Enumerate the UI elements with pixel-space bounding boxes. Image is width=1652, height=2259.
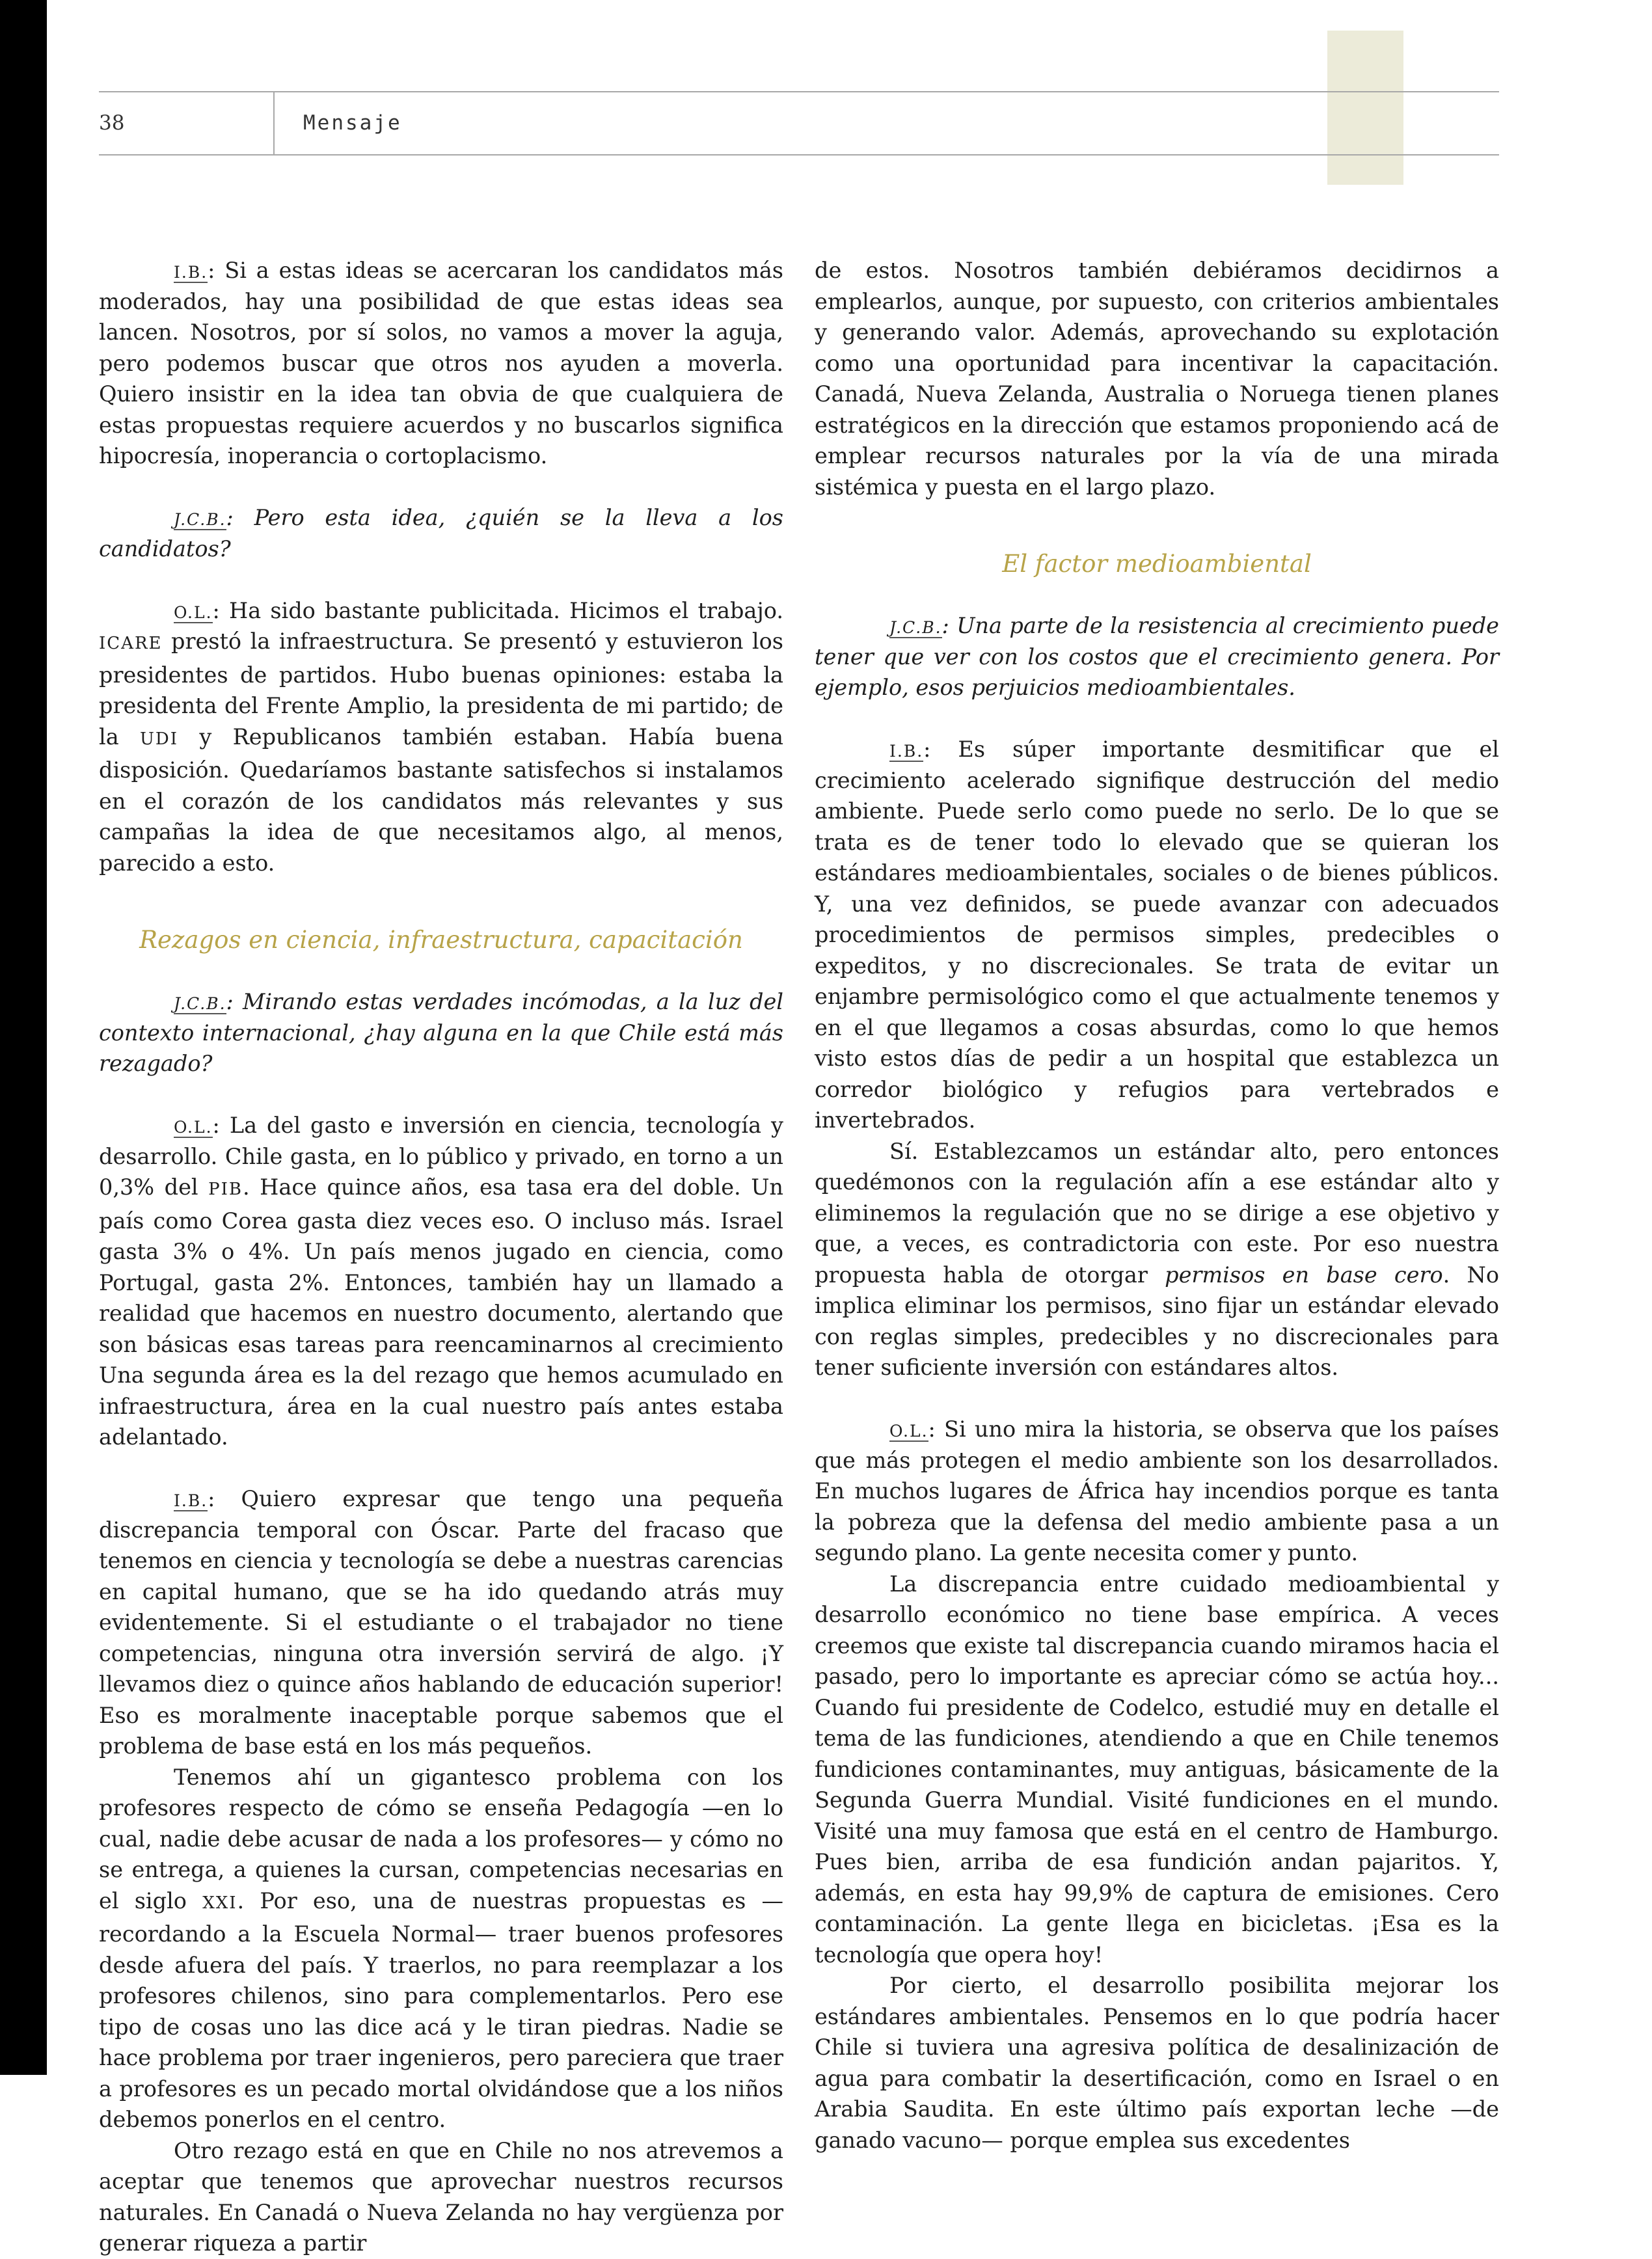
page-edge-bar [0, 0, 47, 2075]
interviewer-question: J.C.B.: Una parte de la resistencia al crecimiento puede tener que ver con los costos que el crecimiento genera. Por ejemplo, esos perjuicios medioambientales. [815, 613, 1499, 700]
speaker-initials: I.B. [174, 1491, 208, 1510]
paragraph: La discrepancia entre cuidado medioambiental y desarrollo económico no tiene base empírica. A veces creemos que existe tal discrepancia cuando miramos hacia el pasado, pero lo importante es apreciar cómo se actúa hoy... Cuando fui presidente de Codelco, estudié muy en detalle el tema de las fundiciones, atendiendo a que en Chile tenemos fundiciones contaminantes, muy antiguas, básicamente de la Segunda Guerra Mundial. Visité fundiciones en el mundo. Visité una muy famosa que está en el centro de Hamburgo. Pues bien, arriba de esa fundición andan pajaritos. Y, además, en esta hay 99,9% de captura de emisiones. Cero contaminación. La gente llega en bicicletas. ¡Esa es la tecnología que opera hoy! [815, 1571, 1499, 1968]
paragraph: Tenemos ahí un gigantesco problema con los profesores respecto de cómo se enseña Pedagogía —en lo cual, nadie debe acusar de nada a los profesores— y cómo no se entrega, a quienes la cursan, competencias necesarias en el siglo XXI. Por eso, una de nuestras propuestas es —recordando a la Escuela Normal— traer buenos profesores desde afuera del país. Y traerlos, no para reemplazar a los profesores chilenos, sino para complementarlos. Pero ese tipo de cosas uno las dice acá y le tiran piedras. Nadie se hace problema por traer ingenieros, pero pareciera que traer a profesores es un pecado mortal olvidándose que a los niños debemos ponerlos en el centro. [99, 1764, 783, 2132]
paragraph: de estos. Nosotros también debiéramos decidirnos a emplearlos, aunque, por supuesto, con criterios ambientales y generando valor. Además, aprovechando su explotación como una oportunidad para incentivar la capacitación. Canadá, Nueva Zelanda, Australia o Noruega tienen planes estratégicos en la dirección que estamos proponiendo acá de emplear recursos naturales por la vía de una mirada sistémica y puesta en el largo plazo. [815, 258, 1499, 500]
section-heading: Rezagos en ciencia, infraestructura, capacitación [139, 926, 743, 954]
speaker-initials: O.L. [174, 1118, 213, 1137]
speaker-initials: J.C.B. [889, 618, 942, 637]
paragraph: O.L.: Ha sido bastante publicitada. Hicimos el trabajo. ICARE prestó la infraestructura. Se presentó y estuvieron los presidentes de partidos. Hubo buenas opiniones: estaba la presidenta del Frente Amplio, la presidenta de mi partido; de la UDI y Republicanos también estaban. Había buena disposición. Quedaríamos bastante satisfechos si instalamos en el corazón de los candidatos más relevantes y sus campañas la idea de que necesitamos algo, al menos, parecido a esto. [99, 597, 783, 876]
paragraph: Sí. Establezcamos un estándar alto, pero entonces quedémonos con la regulación afín a ese estándar alto y eliminemos la regulación que no se dirige a ese objetivo y que, a veces, es contradictoria con este. Por eso nuestra propuesta habla de otorgar permisos en base cero. No implica eliminar los permisos, sino fijar un estándar elevado con reglas simples, predecibles y no discrecionales para tener suficiente inversión con estándares altos. [815, 1138, 1500, 1380]
page-tab-marker [1327, 31, 1403, 185]
running-head: Mensaje [303, 111, 402, 135]
paragraph: Otro rezago está en que en Chile no nos atrevemos a aceptar que tenemos que aprovechar nuestros recursos naturales. En Canadá o Nueva Zelanda no hay vergüenza por generar riqueza a partir [99, 2137, 783, 2256]
header-rule-divider [273, 92, 275, 154]
interviewer-question: J.C.B.: Pero esta idea, ¿quién se la lleva a los candidatos? [99, 505, 783, 561]
left-column [99, 255, 783, 2259]
speaker-initials: J.C.B. [174, 510, 226, 529]
speaker-initials: J.C.B. [174, 994, 226, 1013]
page-number: 38 [99, 111, 125, 135]
section-heading: El factor medioambiental [1002, 550, 1312, 578]
speaker-initials: O.L. [174, 602, 213, 622]
speaker-initials: I.B. [889, 742, 924, 761]
header-rule-bottom [99, 154, 1499, 156]
paragraph: O.L.: Si uno mira la historia, se observa que los países que más protegen el medio ambiente son los desarrollados. En muchos lugares de África hay incendios porque es tanta la pobreza que la defensa del medio ambiente pasa a un segundo plano. La gente necesita comer y punto. [815, 1416, 1499, 1565]
paragraph: I.B.: Quiero expresar que tengo una pequeña discrepancia temporal con Óscar. Parte del fracaso que tenemos en ciencia y tecnología se debe a nuestras carencias en capital humano, que se ha ido quedando atrás muy evidentemente. Si el estudiante o el trabajador no tiene competencias, ninguna otra inversión servirá de algo. ¡Y llevamos diez o quince años hablando de educación superior! Eso es moralmente inaceptable porque sabemos que el problema de base está en los más pequeños. [99, 1486, 783, 1759]
right-column [815, 255, 1499, 2156]
speaker-initials: I.B. [174, 263, 208, 282]
paragraph: I.B.: Es súper importante desmitificar que el crecimiento acelerado signifique destrucción del medio ambiente. Puede serlo como puede no serlo. De lo que se trata es de tener todo lo elevado que se quieran los estándares medioambientales, sociales o de bienes públicos. Y, una vez definidos, se puede avanzar con adecuados procedimientos de permisos simples, predecibles o expeditos, y no discrecionales. Se trata de evitar un enjambre permisológico como el que actualmente tenemos y en el que llegamos a cosas absurdas, como lo que hemos visto estos días de pedir a un hospital que establezca un corredor biológico y refugios para vertebrados e invertebrados. [815, 737, 1499, 1133]
speaker-initials: O.L. [889, 1422, 928, 1441]
header-rule-top [99, 91, 1499, 92]
paragraph: I.B.: Si a estas ideas se acercaran los candidatos más moderados, hay una posibilidad de que estas ideas sea lancen. Nosotros, por sí solos, no vamos a mover la aguja, pero podemos buscar que otros nos ayuden a moverla. Quiero insistir en la idea tan obvia de que cualquiera de estas propuestas requiere acuerdos y no buscarlos significa hipocresía, inoperancia o cortoplacismo. [99, 258, 783, 468]
interviewer-question: J.C.B.: Mirando estas verdades incómodas, a la luz del contexto internacional, ¿hay alguna en la que Chile está más rezagado? [99, 989, 783, 1076]
paragraph: Por cierto, el desarrollo posibilita mejorar los estándares ambientales. Pensemos en lo que podría hacer Chile si tuviera una agresiva política de desalinización de agua para combatir la desertificación, como en Israel o en Arabia Saudita. En este último país exportan leche —de ganado vacuno— porque emplea sus excedentes [815, 1973, 1499, 2153]
paragraph: O.L.: La del gasto e inversión en ciencia, tecnología y desarrollo. Chile gasta, en lo público y privado, en torno a un 0,3% del PIB. Hace quince años, esa tasa era del doble. Un país como Corea gasta diez veces eso. O incluso más. Israel gasta 3% o 4%. Un país menos jugado en ciencia, como Portugal, gasta 2%. Entonces, también hay un llamado a realidad que hacemos en nuestro documento, alertando que son básicas esas tareas para reencaminarnos al crecimiento Una segunda área es la del rezago que hemos acumulado en infraestructura, área en la cual nuestro país antes estaba adelantado. [99, 1113, 784, 1450]
